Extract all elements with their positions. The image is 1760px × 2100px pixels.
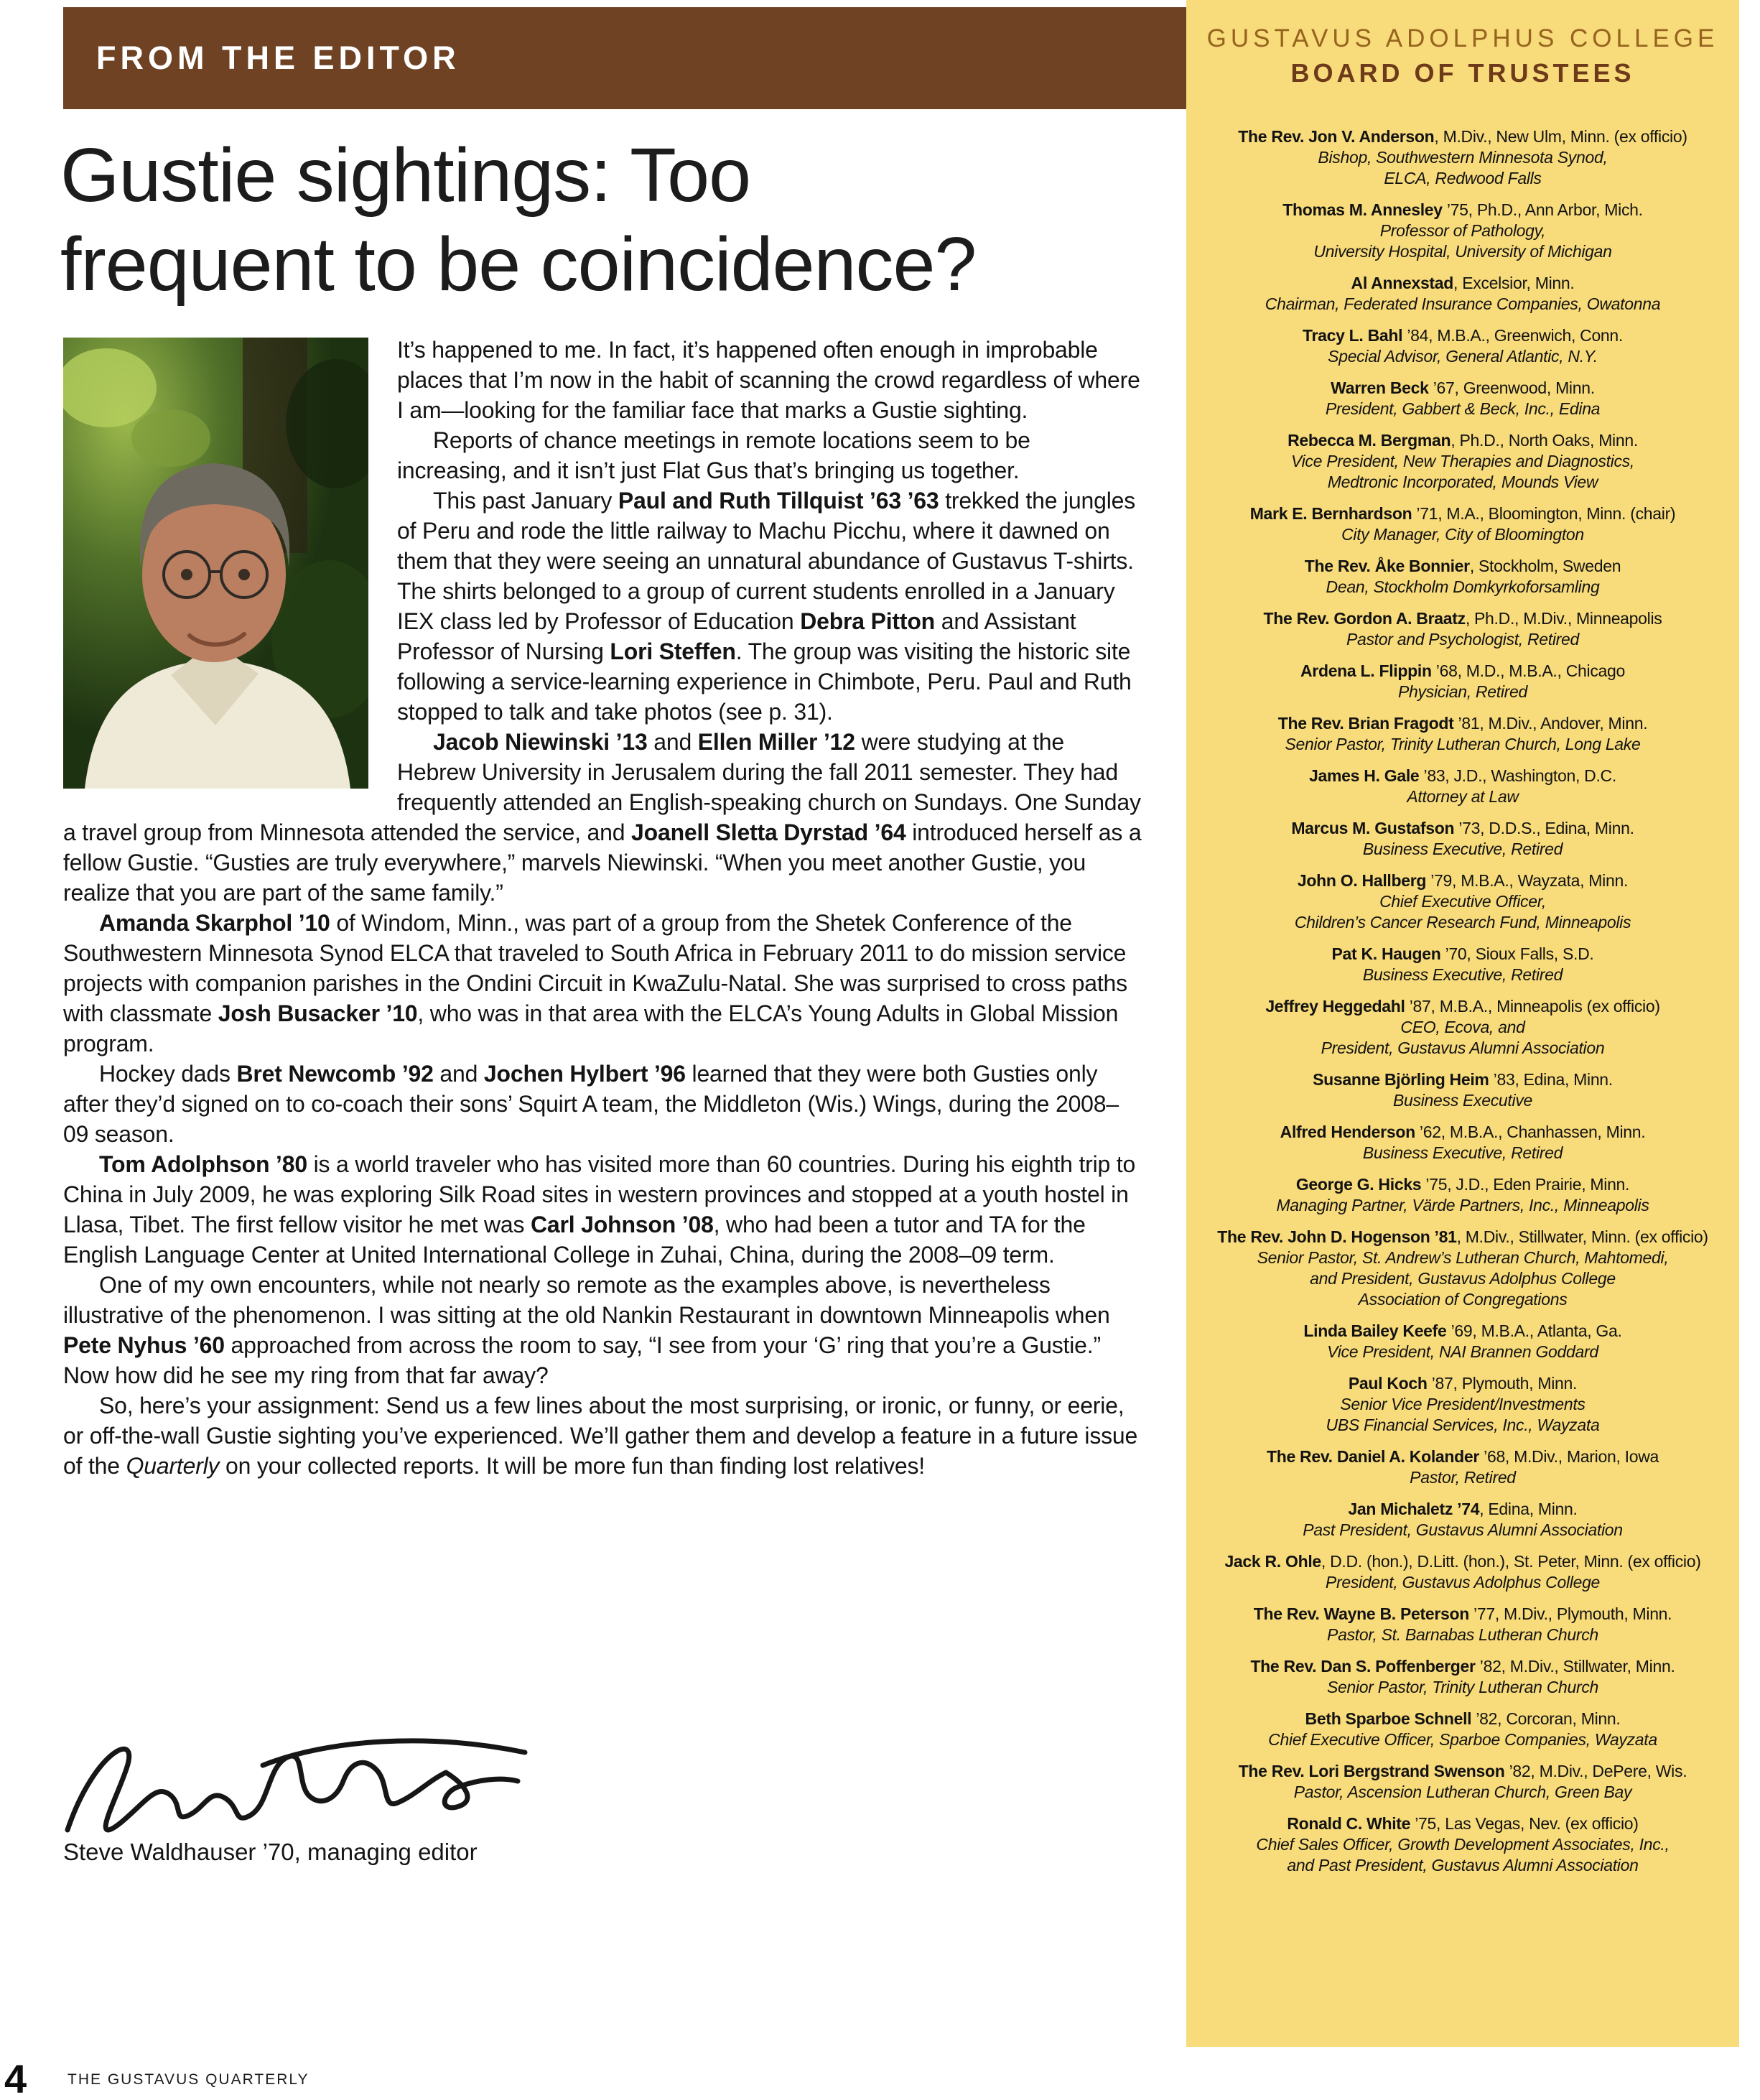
trustee-role-line: Attorney at Law	[1407, 787, 1519, 806]
trustee-name-line: The Rev. Brian Fragodt ’81, M.Div., Andover, Minn.	[1277, 714, 1648, 733]
trustee-entry	[1199, 1604, 1726, 1645]
trustee-role-line: Pastor and Psychologist, Retired	[1346, 630, 1580, 649]
trustee-name-line: George G. Hicks ’75, J.D., Eden Prairie, Minn.	[1295, 1175, 1630, 1194]
article-paragraph: It’s happened to me. In fact, it’s happened often enough in improbable places that I’m now in the habit of scanning the crowd regardless of where I am—looking for the familiar face that marks a Gustie sighting.	[397, 337, 1140, 423]
editor-photo	[63, 338, 368, 789]
trustee-name-line: Al Annexstad, Excelsior, Minn.	[1351, 274, 1575, 292]
trustee-entry	[1199, 1373, 1726, 1436]
trustee-role-line: President, Gustavus Adolphus College	[1325, 1573, 1601, 1592]
trustee-name-line: The Rev. Åke Bonnier, Stockholm, Sweden	[1304, 557, 1621, 575]
article-paragraph: Amanda Skarphol ’10 of Windom, Minn., was part of a group from the Shetek Conference of the Southwestern Minnesota Synod ELCA that traveled to South Africa in February 2011 to do mission service projects with companion parishes in the Ondini Circuit in KwaZulu-Natal. She was surprised to cross paths with classmate Josh Busacker ’10, who was in that area with the ELCA’s Young Adults in Global Mission program.	[63, 910, 1127, 1056]
trustee-entry	[1199, 200, 1726, 262]
trustee-role-line: Pastor, Retired	[1410, 1468, 1516, 1487]
trustee-entry	[1199, 1122, 1726, 1163]
trustee-name-line: The Rev. Wayne B. Peterson ’77, M.Div., Plymouth, Minn.	[1253, 1604, 1672, 1623]
trustee-entry	[1199, 1321, 1726, 1362]
trustee-entry	[1199, 1174, 1726, 1216]
trustee-name-line: Susanne Björling Heim ’83, Edina, Minn.	[1313, 1070, 1613, 1089]
trustee-entry	[1199, 378, 1726, 419]
trustee-name-line: James H. Gale ’83, J.D., Washington, D.C.	[1309, 766, 1616, 785]
trustee-name-line: John O. Hallberg ’79, M.B.A., Wayzata, Minn.	[1297, 871, 1629, 890]
trustee-entry	[1199, 1761, 1726, 1803]
article-title	[60, 131, 976, 309]
byline: Steve Waldhauser ’70, managing editor	[63, 1839, 478, 1865]
trustee-entry	[1199, 1813, 1726, 1876]
trustee-entry	[1199, 766, 1726, 807]
trustee-role-line: Chief Executive Officer, Sparboe Companies, Wayzata	[1268, 1730, 1657, 1749]
trustee-role-line: University Hospital, University of Michigan	[1313, 242, 1612, 261]
trustee-role-line: Special Advisor, General Atlantic, N.Y.	[1328, 347, 1598, 366]
trustee-role-line: Vice President, NAI Brannen Goddard	[1327, 1342, 1598, 1361]
trustee-role-line: Managing Partner, Värde Partners, Inc., Minneapolis	[1276, 1196, 1649, 1214]
trustee-role-line: Chief Executive Officer,	[1379, 892, 1546, 911]
sidebar-college-title: GUSTAVUS ADOLPHUS COLLEGE	[1206, 24, 1719, 52]
trustee-role-line: Chairman, Federated Insurance Companies, Owatonna	[1265, 294, 1661, 313]
trustee-role-line: Pastor, St. Barnabas Lutheran Church	[1327, 1625, 1598, 1644]
trustee-role-line: Vice President, New Therapies and Diagnostics,	[1291, 452, 1634, 470]
trustee-role-line: Professor of Pathology,	[1379, 221, 1546, 240]
trustee-name-line: Jeffrey Heggedahl ’87, M.B.A., Minneapolis (ex officio)	[1265, 997, 1660, 1016]
trustee-role-line: Chief Sales Officer, Growth Development Associates, Inc.,	[1256, 1835, 1670, 1854]
trustee-name-line: Mark E. Bernhardson ’71, M.A., Bloomington, Minn. (chair)	[1249, 504, 1676, 523]
trustee-name-line: The Rev. Dan S. Poffenberger ’82, M.Div., Stillwater, Minn.	[1250, 1657, 1675, 1676]
trustee-name-line: Pat K. Haugen ’70, Sioux Falls, S.D.	[1331, 944, 1594, 963]
trustee-role-line: Pastor, Ascension Lutheran Church, Green Bay	[1293, 1783, 1632, 1801]
trustee-name-line: Paul Koch ’87, Plymouth, Minn.	[1348, 1374, 1578, 1393]
trustee-role-line: Business Executive	[1392, 1091, 1533, 1110]
article-paragraph: Hockey dads Bret Newcomb ’92 and Jochen Hylbert ’96 learned that they were both Gusties only after they’d signed on to co-coach their sons’ Squirt A team, the Middleton (Wis.) Wings, during the 2008–09 season.	[63, 1061, 1119, 1147]
trustee-role-line: ELCA, Redwood Falls	[1384, 169, 1542, 187]
article-paragraph: Tom Adolphson ’80 is a world traveler who has visited more than 60 countries. During his eighth trip to China in July 2009, he was exploring Silk Road sites in western provinces and stopped at a youth hostel in Llasa, Tibet. The first fellow visitor he met was Carl Johnson ’08, who had been a tutor and TA for the English Language Center at United International College in Zuhai, China, during the 2008–09 term.	[63, 1151, 1136, 1268]
trustee-role-line: Dean, Stockholm Domkyrkoforsamling	[1326, 577, 1600, 596]
trustee-role-line: President, Gustavus Alumni Association	[1321, 1039, 1605, 1057]
trustee-name-line: Beth Sparboe Schnell ’82, Corcoran, Minn.	[1305, 1709, 1621, 1728]
trustee-name-line: The Rev. Daniel A. Kolander ’68, M.Div., Marion, Iowa	[1266, 1447, 1659, 1466]
trustee-entry	[1199, 818, 1726, 860]
section-label: FROM THE EDITOR	[96, 40, 460, 76]
trustee-role-line: Bishop, Southwestern Minnesota Synod,	[1318, 148, 1608, 167]
trustee-entry	[1199, 1551, 1726, 1593]
trustee-entry	[1199, 325, 1726, 367]
trustee-name-line: Marcus M. Gustafson ’73, D.D.S., Edina, Minn.	[1291, 819, 1634, 837]
trustee-entry	[1199, 1446, 1726, 1488]
trustee-role-line: Senior Pastor, Trinity Lutheran Church	[1326, 1678, 1599, 1696]
trustee-name-line: Rebecca M. Bergman, Ph.D., North Oaks, Minn.	[1288, 431, 1638, 450]
article-paragraph: Reports of chance meetings in remote locations seem to be increasing, and it isn’t just Flat Gus that’s bringing us together.	[397, 427, 1030, 483]
trustee-entry	[1199, 1069, 1726, 1111]
trustees-sidebar	[1186, 0, 1739, 2047]
trustee-role-line: Children’s Cancer Research Fund, Minneapolis	[1294, 913, 1631, 931]
trustee-name-line: Warren Beck ’67, Greenwood, Minn.	[1331, 378, 1595, 397]
trustee-entry	[1199, 1499, 1726, 1541]
article-paragraph: Jacob Niewinski ’13 and Ellen Miller ’12 were studying at the Hebrew University in Jerusalem during the fall 2011 semester. They had frequently attended an English-speaking church on Sundays. One Sunday a travel group from Minnesota attended the service, and Joanell Sletta Dyrstad ’64 introduced herself as a fellow Gustie. “Gusties are truly everywhere,” marvels Niewinski. “When you meet another Gustie, you realize that you are part of the same family.”	[63, 729, 1142, 906]
trustee-entry	[1199, 430, 1726, 493]
trustee-entry	[1199, 273, 1726, 315]
article-paragraph: So, here’s your assignment: Send us a few lines about the most surprising, or ironic, or funny, or eerie, or off-the-wall Gustie sighting you’ve experienced. We’ll gather them and develop a feature in a future issue of the Quarterly on your collected reports. It will be more fun than finding lost relatives!	[63, 1393, 1138, 1479]
trustee-name-line: Thomas M. Annesley ’75, Ph.D., Ann Arbor, Mich.	[1282, 200, 1643, 219]
section-banner	[63, 7, 1188, 109]
footer-magazine-title: THE GUSTAVUS QUARTERLY	[67, 2071, 309, 2088]
trustee-name-line: Ardena L. Flippin ’68, M.D., M.B.A., Chicago	[1300, 661, 1625, 680]
trustee-name-line: Jan Michaletz ’74, Edina, Minn.	[1348, 1500, 1578, 1518]
trustee-role-line: President, Gabbert & Beck, Inc., Edina	[1325, 399, 1601, 418]
trustee-entry	[1199, 661, 1726, 702]
trustee-entry	[1199, 503, 1726, 545]
trustee-role-line: Senior Pastor, St. Andrew’s Lutheran Church, Mahtomedi,	[1257, 1248, 1669, 1267]
trustees-list	[1199, 126, 1726, 1876]
page-number: 4	[4, 2056, 27, 2100]
trustee-name-line: Linda Bailey Keefe ’69, M.B.A., Atlanta, Ga.	[1303, 1321, 1622, 1340]
trustee-role-line: Senior Vice President/Investments	[1340, 1395, 1586, 1413]
trustee-entry	[1199, 996, 1726, 1059]
trustee-name-line: The Rev. John D. Hogenson ’81, M.Div., Stillwater, Minn. (ex officio)	[1217, 1227, 1708, 1246]
trustee-name-line: The Rev. Jon V. Anderson, M.Div., New Ulm, Minn. (ex officio)	[1238, 127, 1687, 146]
trustee-name-line: Ronald C. White ’75, Las Vegas, Nev. (ex officio)	[1287, 1814, 1639, 1833]
article-paragraph: This past January Paul and Ruth Tillquist ’63 ’63 trekked the jungles of Peru and rode the little railway to Machu Picchu, where it dawned on them that they were seeing an unnatural abundance of Gustavus T-shirts. The shirts belonged to a group of current students enrolled in a January IEX class led by Professor of Education Debra Pitton and Assistant Professor of Nursing Lori Steffen. The group was visiting the historic site following a service-learning experience in Chimbote, Peru. Paul and Ruth stopped to talk and take photos (see p. 31).	[397, 488, 1136, 725]
trustee-name-line: The Rev. Lori Bergstrand Swenson ’82, M.Div., DePere, Wis.	[1238, 1762, 1687, 1780]
trustee-role-line: Senior Pastor, Trinity Lutheran Church, Long Lake	[1285, 735, 1641, 753]
trustee-entry	[1199, 1709, 1726, 1750]
trustee-entry	[1199, 713, 1726, 755]
trustee-role-line: Physician, Retired	[1398, 682, 1527, 701]
trustee-role-line: Past President, Gustavus Alumni Association	[1303, 1520, 1623, 1539]
trustee-role-line: Business Executive, Retired	[1362, 840, 1563, 858]
trustee-role-line: Business Executive, Retired	[1362, 1143, 1563, 1162]
trustee-entry	[1199, 944, 1726, 985]
article-paragraph: One of my own encounters, while not nearly so remote as the examples above, is nevertheless illustrative of the phenomenon. I was sitting at the old Nankin Restaurant in downtown Minneapolis when Pete Nyhus ’60 approached from across the room to say, “I see from your ‘G’ ring that you’re a Gustie.” Now how did he see my ring from that far away?	[63, 1272, 1110, 1388]
trustee-entry	[1199, 870, 1726, 933]
trustee-entry	[1199, 126, 1726, 189]
article-body	[63, 335, 1144, 1481]
trustee-name-line: Tracy L. Bahl ’84, M.B.A., Greenwich, Conn.	[1302, 326, 1624, 345]
trustee-role-line: CEO, Ecova, and	[1400, 1018, 1525, 1036]
trustee-entry	[1199, 556, 1726, 598]
trustee-name-line: Jack R. Ohle, D.D. (hon.), D.Litt. (hon.), St. Peter, Minn. (ex officio)	[1224, 1552, 1701, 1571]
trustee-role-line: Association of Congregations	[1358, 1290, 1568, 1309]
trustee-role-line: and Past President, Gustavus Alumni Association	[1287, 1856, 1639, 1874]
trustee-role-line: City Manager, City of Bloomington	[1341, 525, 1584, 544]
trustee-role-line: Business Executive, Retired	[1362, 965, 1563, 984]
trustee-name-line: Alfred Henderson ’62, M.B.A., Chanhassen, Minn.	[1280, 1123, 1646, 1141]
article-title-line1: Gustie sightings: Too	[60, 133, 751, 218]
sidebar-board-title: BOARD OF TRUSTEES	[1290, 58, 1635, 88]
trustee-entry	[1199, 608, 1726, 650]
trustee-role-line: and President, Gustavus Adolphus College	[1310, 1269, 1616, 1288]
trustee-role-line: Medtronic Incorporated, Mounds View	[1327, 473, 1598, 491]
article-title-line2: frequent to be coincidence?	[60, 222, 977, 307]
trustee-entry	[1199, 1656, 1726, 1698]
editor-photo-illustration	[63, 338, 368, 789]
trustee-name-line: The Rev. Gordon A. Braatz, Ph.D., M.Div., Minneapolis	[1263, 609, 1662, 628]
trustee-entry	[1199, 1227, 1726, 1310]
trustee-role-line: UBS Financial Services, Inc., Wayzata	[1326, 1416, 1600, 1434]
